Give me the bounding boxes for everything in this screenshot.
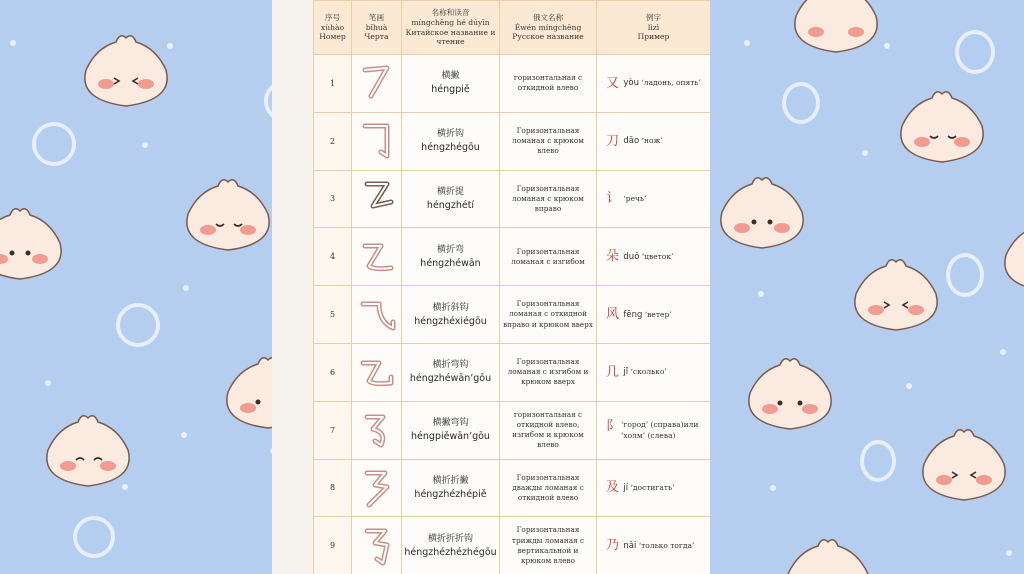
stroke-name-cell: [402, 228, 500, 286]
stroke-pinyin: héngzhégōu: [421, 142, 480, 154]
stroke-hengzhezhezhegou-icon: [357, 523, 397, 569]
stroke-pinyin: héngzhéxiégōu: [414, 315, 487, 327]
russian-name: горизонтальная с откидной влево, изгибом и крюком влево: [500, 401, 597, 459]
stroke-hengpie-icon: [357, 60, 397, 106]
table-row: [314, 343, 711, 401]
dumpling-icon: [896, 86, 988, 166]
row-number: 2: [314, 112, 352, 170]
table-row: [314, 401, 711, 459]
stroke-name-cell: [402, 343, 500, 401]
stroke-pinyin: héngzhétí: [426, 199, 475, 211]
stroke-hengzheti-icon: [357, 176, 397, 222]
dumpling-icon: [850, 254, 942, 334]
example-char: 几: [606, 364, 620, 380]
dumpling-icon: [790, 0, 882, 56]
strokes-table: [313, 0, 710, 574]
stroke-hanzi: 横撇: [441, 71, 460, 82]
bubble-dot: [1006, 550, 1012, 556]
stroke-hanzi: 横折斜钩: [432, 302, 469, 313]
bubble-dot: [1000, 349, 1006, 355]
example-gloss: ‘ветер’: [644, 309, 672, 319]
example-wrap: [606, 419, 710, 441]
example-cell: [597, 228, 711, 286]
table-row: [314, 55, 711, 113]
example-pinyin: jǐ: [623, 367, 629, 378]
dumpling-icon: [918, 424, 1010, 504]
example-gloss: ‘сколько’: [630, 367, 667, 377]
table-row: [314, 517, 711, 574]
stroke-name-cell: [402, 286, 500, 344]
stroke-name-cell: [402, 55, 500, 113]
example-cell: [597, 459, 711, 517]
row-number: 6: [314, 343, 352, 401]
header-text: xùhào: [320, 22, 345, 32]
stroke-image: [352, 228, 402, 286]
example-char: 风: [606, 307, 620, 323]
bubble-dot: [45, 380, 51, 386]
header-text: Китайское название и чтение: [405, 27, 496, 47]
table-row: [314, 228, 711, 286]
example-pinyin: duǒ: [623, 251, 640, 262]
example-gloss: ‘ладонь, опять’: [641, 78, 701, 88]
stroke-image: [352, 112, 402, 170]
stroke-hengzhegou-icon: [357, 118, 397, 164]
example-pinyin: yòu: [623, 78, 640, 89]
stroke-hanzi: 横折折折钩: [427, 533, 473, 544]
row-number: 9: [314, 517, 352, 574]
stroke-hengzhexiegou-icon: [357, 292, 397, 338]
russian-name: Горизонтальная ломаная с изгибом и крюком вверх: [500, 343, 597, 401]
sheet-margin: [272, 0, 313, 574]
dumpling-icon: [782, 534, 874, 574]
header-text: míngchēng hé dúyīn: [411, 17, 490, 27]
stroke-image: [352, 170, 402, 228]
row-number: 3: [314, 170, 352, 228]
stroke-pinyin: héngzhéwān’gōu: [409, 373, 492, 385]
example-cell: [597, 286, 711, 344]
example-char: 乃: [606, 538, 620, 554]
russian-name: Горизонтальная ломаная с крюком влево: [500, 112, 597, 170]
bubble-ring: [32, 122, 76, 166]
example-cell: [597, 517, 711, 574]
header-name: [402, 1, 500, 55]
dumpling-icon: [1000, 215, 1024, 295]
stroke-name-cell: [402, 401, 500, 459]
bubble-dot: [884, 43, 890, 49]
example-pinyin: dāo: [623, 136, 640, 147]
example-gloss: ‘нож’: [641, 136, 663, 146]
example-char: 朵: [606, 249, 620, 265]
strokes-table-sheet: [313, 0, 710, 574]
bubble-ring: [116, 303, 160, 347]
stroke-image: [352, 55, 402, 113]
stroke-hengzhewangou-icon: [357, 349, 397, 395]
example-gloss: ‘речь’: [623, 193, 647, 203]
example-char: 讠: [606, 191, 620, 207]
table-header-row: [314, 1, 711, 55]
table-row: [314, 170, 711, 228]
stroke-image: [352, 459, 402, 517]
header-russian: [500, 1, 597, 55]
stroke-hanzi: 横折弯: [436, 244, 464, 255]
stroke-pinyin: héngzhézhézhégōu: [404, 546, 497, 558]
bubble-dot: [758, 291, 764, 297]
example-gloss: ‘достигать’: [630, 482, 675, 492]
stroke-hanzi: 横撇弯钩: [432, 418, 469, 429]
bubble-dot: [10, 40, 16, 46]
header-text: Русское название: [512, 32, 584, 42]
example-char: 及: [606, 480, 620, 496]
table-row: [314, 459, 711, 517]
stroke-pinyin: héngpiěwān’gōu: [411, 431, 490, 443]
stroke-pinyin: héngpiě: [431, 84, 470, 96]
stroke-name-cell: [402, 112, 500, 170]
example-cell: [597, 170, 711, 228]
header-text: 序号: [324, 13, 341, 23]
bubble-ring: [860, 440, 896, 482]
stroke-hanzi: 横折钩: [436, 129, 464, 140]
header-text: Пример: [637, 32, 670, 42]
russian-name: Горизонтальная дважды ломаная с откидной влево: [500, 459, 597, 517]
row-number: 4: [314, 228, 352, 286]
dumpling-icon: [716, 172, 808, 252]
header-text: Éwén míngchēng: [514, 22, 582, 32]
bubble-dot: [744, 40, 750, 46]
bubble-dot: [183, 285, 189, 291]
stroke-hanzi: 横折弯钩: [432, 360, 469, 371]
stroke-hengzhewan-icon: [357, 234, 397, 280]
example-gloss: ‘цветок’: [641, 251, 674, 261]
header-example: [597, 1, 711, 55]
example-pinyin: nǎi: [623, 540, 637, 551]
header-text: 例字: [645, 13, 662, 23]
stroke-image: [352, 286, 402, 344]
row-number: 8: [314, 459, 352, 517]
header-number: [314, 1, 352, 55]
stroke-image: [352, 343, 402, 401]
bubble-ring: [955, 30, 995, 74]
header-text: 笔画: [368, 13, 385, 23]
stroke-name-cell: [402, 517, 500, 574]
stroke-image: [352, 401, 402, 459]
example-char: 又: [606, 75, 620, 91]
example-cell: [597, 112, 711, 170]
row-number: 5: [314, 286, 352, 344]
dumpling-icon: [80, 30, 172, 110]
dumpling-icon: [0, 203, 66, 283]
bubble-dot: [862, 150, 868, 156]
stroke-pinyin: héngzhézhépiě: [414, 488, 487, 500]
stroke-name-cell: [402, 459, 500, 517]
stroke-hanzi: 横折折撇: [432, 475, 469, 486]
stroke-pinyin: héngzhéwān: [420, 257, 481, 269]
header-stroke: [352, 1, 402, 55]
bubble-dot: [906, 383, 912, 389]
example-cell: [597, 55, 711, 113]
example-gloss: ‘город’ (справа)или ‘холм’ (слева): [621, 420, 699, 441]
example-gloss: ‘только тогда’: [638, 540, 695, 550]
dumpling-icon: [42, 410, 134, 490]
table-row: [314, 112, 711, 170]
stroke-hengpiewangou-icon: [357, 407, 397, 453]
russian-name: Горизонтальная ломаная с изгибом: [500, 228, 597, 286]
example-char: 阝: [606, 419, 620, 435]
example-char: 刀: [606, 133, 620, 149]
dumpling-icon: [744, 353, 836, 433]
stroke-hengzhezhepie-icon: [357, 465, 397, 511]
header-text: bǐhuà: [365, 22, 388, 32]
row-number: 1: [314, 55, 352, 113]
table-row: [314, 286, 711, 344]
header-text: lìzì: [647, 22, 660, 32]
bubble-ring: [782, 82, 820, 124]
dumpling-icon: [182, 174, 274, 254]
example-cell: [597, 343, 711, 401]
stroke-image: [352, 517, 402, 574]
header-text: 俄文名称: [532, 13, 564, 23]
header-text: 名称和读音: [431, 8, 470, 18]
example-pinyin: fēng: [623, 309, 643, 320]
stroke-hanzi: 横折提: [436, 186, 464, 197]
stroke-name-cell: [402, 170, 500, 228]
russian-name: Горизонтальная ломаная с откидной вправо и крюком вверх: [500, 286, 597, 344]
example-pinyin: jí: [623, 482, 629, 493]
header-text: Черта: [364, 32, 389, 42]
bubble-dot: [770, 485, 776, 491]
bubble-dot: [142, 142, 148, 148]
example-cell: [597, 401, 711, 459]
russian-name: Горизонтальная ломаная с крюком вправо: [500, 170, 597, 228]
russian-name: горизонтальная с откидной влево: [500, 55, 597, 113]
header-text: Номер: [319, 32, 346, 42]
bubble-ring: [73, 516, 115, 558]
bubble-dot: [181, 432, 187, 438]
row-number: 7: [314, 401, 352, 459]
russian-name: Горизонтальная трижды ломаная с вертикальной и крюком влево: [500, 517, 597, 574]
bubble-ring: [946, 253, 984, 297]
